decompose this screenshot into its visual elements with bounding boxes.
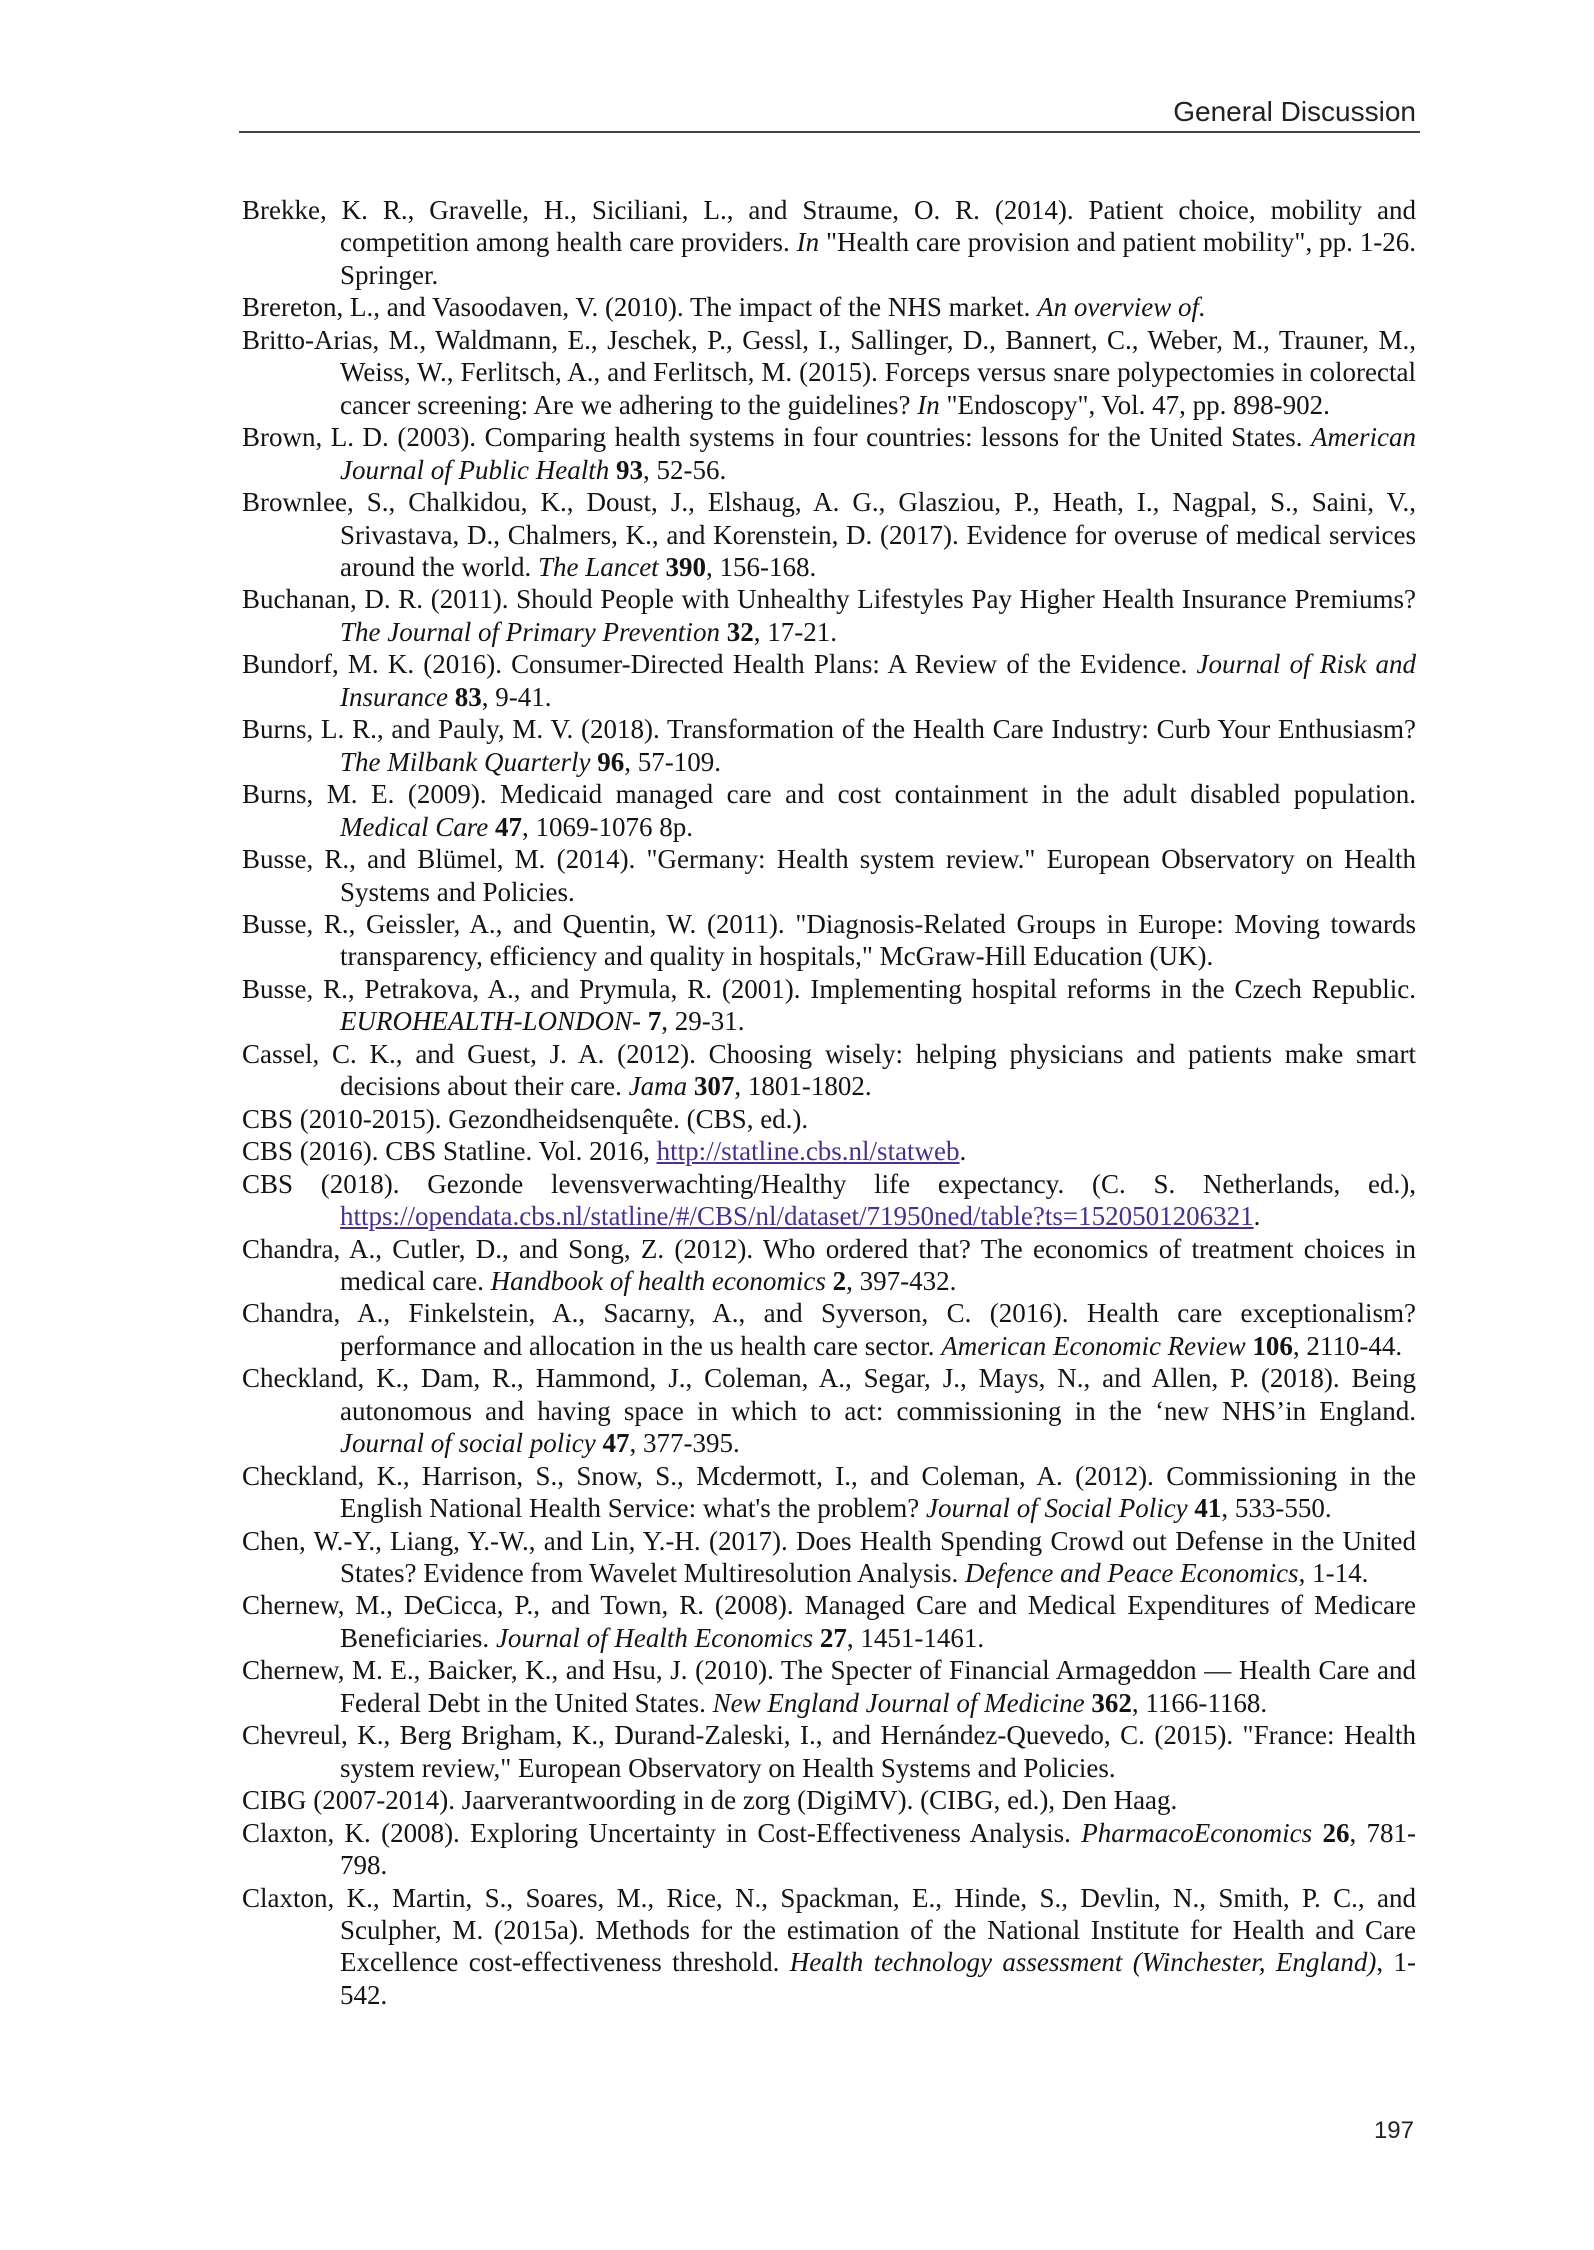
reference-italic-text: Journal of social policy [340,1428,603,1459]
reference-text: , 377-395. [629,1428,740,1459]
reference-volume: 47 [494,811,522,842]
reference-italic-text: EUROHEALTH-LONDON- [340,1006,648,1037]
reference-volume: 93 [615,454,643,485]
reference-volume: 32 [726,616,754,647]
reference-volume: 47 [602,1428,630,1459]
reference-italic-text: PharmacoEconomics [1081,1817,1323,1848]
reference-entry [242,1362,1416,1459]
reference-volume: 106 [1252,1330,1293,1361]
reference-text: , 2110-44. [1292,1330,1403,1361]
reference-italic-text: In [796,227,820,258]
reference-volume: 362 [1091,1687,1132,1718]
reference-text: CBS (2018). Gezonde levensverwachting/Healthy life expectancy. (C. S. Netherlands, ed.), [242,1168,1416,1199]
reference-text: Burns, M. E. (2009). Medicaid managed care and cost containment in the adult disabled population. [242,779,1416,810]
reference-text: Chen, W.-Y., Liang, Y.-W., and Lin, Y.-H. (2017). Does Health Spending Crowd out Defense in the United States? Evidence from Wavelet Multiresolution Analysis. [242,1525,1416,1589]
reference-entry [242,583,1416,648]
reference-italic-text: Journal of Health Economics [495,1622,820,1653]
reference-text: , 1-542. [340,1947,1416,2010]
reference-text: , 781-798. [340,1817,1417,1881]
page-number: 197 [1373,2117,1414,2144]
reference-text: Brownlee, S., Chalkidou, K., Doust, J., Elshaug, A. G., Glasziou, P., Heath, I., Nagpal, S., Saini, V., Srivastava, D., Chalmers, K., and Korenstein, D. (2017). Evidence for overuse of medical services around the world. [242,487,1416,582]
reference-text: Busse, R., and Blümel, M. (2014). "Germany: Health system review." European Observatory on Health Systems and Policies. [242,844,1416,907]
reference-text: Brown, L. D. (2003). Comparing health systems in four countries: lessons for the United States. [242,422,1312,453]
reference-entry [242,1719,1416,1784]
reference-entry [242,1297,1416,1362]
reference-entry [242,1654,1416,1719]
reference-entry [242,908,1416,973]
reference-text: Checkland, K., Harrison, S., Snow, S., Mcdermott, I., and Coleman, A. (2012). Commissioning in the English National Health Service: what's the problem? [242,1460,1416,1524]
reference-volume: 83 [454,681,482,712]
reference-text: Chandra, A., Cutler, D., and Song, Z. (2012). Who ordered that? The economics of treatment choices in medical care. [242,1233,1416,1296]
reference-text: Cassel, C. K., and Guest, J. A. (2012). Choosing wisely: helping physicians and patients make smart decisions about their care. [242,1038,1416,1102]
reference-italic-text: Health technology assessment (Winchester, England) [789,1947,1377,1978]
reference-text: "Health care provision and patient mobility", pp. 1-26. Springer. [340,227,1416,290]
reference-text: Claxton, K. (2008). Exploring Uncertainty in Cost-Effectiveness Analysis. [242,1817,1082,1848]
reference-entry [242,1460,1416,1525]
reference-volume: 390 [665,551,706,582]
reference-text: Checkland, K., Dam, R., Hammond, J., Coleman, A., Segar, J., Mays, N., and Allen, P. (2018). Being autonomous and having space in which to act: commissioning in the ‘new NHS’in England. [242,1363,1416,1426]
reference-text: Burns, L. R., and Pauly, M. V. (2018). Transformation of the Health Care Industry: Curb Your Enthusiasm? [242,714,1416,745]
reference-text: , 17-21. [753,616,837,647]
reference-text: Britto-Arias, M., Waldmann, E., Jeschek, P., Gessl, I., Sallinger, D., Bannert, C., Weber, M., Trauner, M., Weiss, W., Ferlitsch, A., and Ferlitsch, M. (2015). Forceps versus snare polypectomies in colorectal cancer screening: Are we adhering to the guidelines? [242,324,1416,420]
reference-text: . [959,1136,967,1167]
reference-volume: 307 [693,1071,735,1102]
reference-text: Buchanan, D. R. (2011). Should People with Unhealthy Lifestyles Pay Higher Health Insurance Premiums? [242,584,1416,615]
reference-entry [242,421,1416,486]
reference-text: Chevreul, K., Berg Brigham, K., Durand-Zaleski, I., and Hernández-Quevedo, C. (2015). "France: Health system review," European Observatory on Health Systems and Policies. [242,1720,1416,1783]
reference-text: CBS (2016). CBS Statline. Vol. 2016, [242,1136,657,1167]
reference-italic-text: Journal of Social Policy [925,1493,1195,1524]
reference-entry [242,973,1416,1038]
reference-entry [242,194,1416,291]
reference-text: Busse, R., Geissler, A., and Quentin, W. (2011). "Diagnosis-Related Groups in Europe: Moving towards transparency, efficiency and quality in hospitals," McGraw-Hill Education (UK). [242,908,1416,972]
reference-entry [242,1882,1416,2012]
reference-italic-text: New England Journal of Medicine [712,1687,1092,1718]
reference-italic-text: The Journal of Primary Prevention [340,616,727,647]
reference-text: Busse, R., Petrakova, A., and Prymula, R. (2001). Implementing hospital reforms in the Czech Republic. [242,973,1416,1004]
reference-entry [242,648,1416,713]
reference-entry [242,843,1416,908]
reference-text: , 9-41. [481,681,552,712]
reference-text: Bundorf, M. K. (2016). Consumer-Directed Health Plans: A Review of the Evidence. [242,649,1197,680]
reference-list [242,194,1416,2011]
reference-italic-text: In [917,389,940,420]
reference-text: , 1-14. [1298,1558,1369,1589]
reference-volume: 26 [1322,1817,1350,1848]
running-header [1173,96,1416,128]
reference-text: . [1253,1201,1261,1232]
reference-entry [242,713,1416,778]
reference-entry [242,1135,1416,1167]
reference-text: , 1801-1802. [734,1071,872,1102]
reference-text: , 533-550. [1221,1493,1332,1524]
reference-entry [242,1589,1416,1654]
reference-text: , 1166-1168. [1131,1687,1268,1718]
reference-entry [242,324,1416,421]
reference-italic-text: Journal of Risk and Insurance [340,649,1416,712]
reference-text: Brekke, K. R., Gravelle, H., Siciliani, L., and Straume, O. R. (2014). Patient choice, mobility and competition among health care providers. [242,195,1416,258]
reference-text: Claxton, K., Martin, S., Soares, M., Rice, N., Spackman, E., Hinde, S., Devlin, N., Smith, P. C., and Sculpher, M. (2015a). Methods for the estimation of the National Institute for Health and Care Excellence cost-effectiveness threshold. [242,1882,1416,1978]
reference-italic-text: Defence and Peace Economics [964,1558,1299,1589]
reference-text: Chernew, M., DeCicca, P., and Town, R. (2008). Managed Care and Medical Expenditures of Medicare Beneficiaries. [242,1590,1416,1653]
reference-text: , 1451-1461. [846,1622,985,1653]
header-rule [239,131,1420,133]
reference-text: CBS (2010-2015). Gezondheidsenquête. (CBS, ed.). [242,1103,809,1134]
reference-text: CIBG (2007-2014). Jaarverantwoording in de zorg (DigiMV). (CIBG, ed.), Den Haag. [242,1785,1178,1816]
reference-text: , 397-432. [846,1265,957,1296]
reference-entry [242,1038,1416,1103]
reference-italic-text: Jama [628,1071,694,1102]
reference-text: "Endoscopy", Vol. 47, pp. 898-902. [939,389,1330,420]
reference-entry [242,1233,1416,1298]
reference-text: Chandra, A., Finkelstein, A., Sacarny, A., and Syverson, C. (2016). Health care exceptionalism? performance and allocation in the us health care sector. [242,1298,1416,1361]
reference-entry [242,291,1416,323]
running-header-title: General Discussion [1173,96,1416,127]
reference-volume: 96 [597,746,625,777]
reference-entry [242,1817,1416,1882]
reference-italic-text: The Lancet [537,551,666,582]
reference-link[interactable]: http://statline.cbs.nl/statweb [656,1136,960,1167]
reference-entry [242,1168,1416,1233]
reference-italic-text: Medical Care [340,811,495,842]
reference-italic-text: The Milbank Quarterly [340,746,598,777]
reference-text: , 52-56. [642,454,727,485]
reference-text: Brereton, L., and Vasoodaven, V. (2010). The impact of the NHS market. [242,292,1038,323]
reference-entry [242,778,1416,843]
reference-link[interactable]: https://opendata.cbs.nl/statline/#/CBS/nl/dataset/71950ned/table?ts=1520501206321 [340,1201,1254,1232]
reference-italic-text: American Economic Review [941,1330,1253,1361]
reference-entry [242,486,1416,583]
reference-entry [242,1525,1416,1590]
reference-volume: 7 [647,1006,662,1037]
reference-text: , 1069-1076 8p. [521,811,693,842]
reference-italic-text: Handbook of health economics [490,1265,833,1296]
reference-volume: 2 [832,1265,847,1296]
reference-italic-text: An overview of. [1037,292,1206,323]
reference-volume: 41 [1194,1493,1222,1524]
reference-text: , 57-109. [624,746,721,777]
reference-entry [242,1103,1416,1135]
reference-volume: 27 [819,1622,847,1653]
reference-text: , 156-168. [705,551,817,582]
reference-text: Chernew, M. E., Baicker, K., and Hsu, J. (2010). The Specter of Financial Armageddon — Health Care and Federal Debt in the United States. [242,1655,1416,1718]
reference-entry [242,1784,1416,1816]
reference-text: , 29-31. [661,1006,745,1037]
reference-italic-text: American Journal of Public Health [340,422,1416,485]
